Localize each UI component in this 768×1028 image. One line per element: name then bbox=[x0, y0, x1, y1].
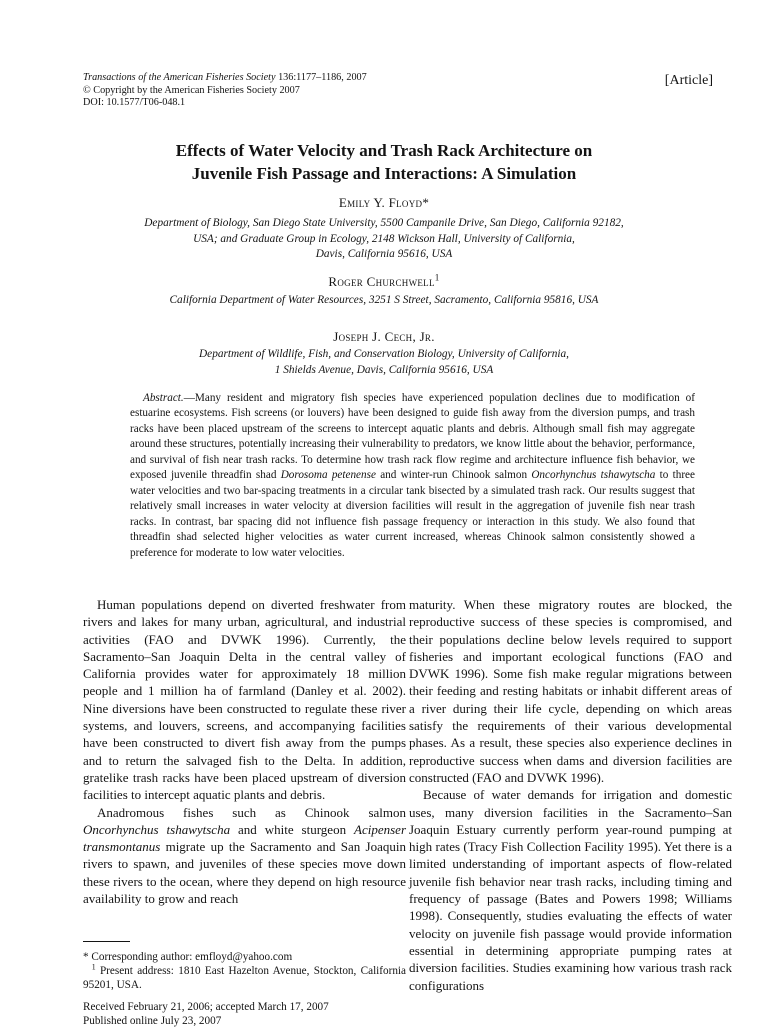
author-floyd: Emily Y. Floyd* bbox=[338, 195, 430, 210]
present-address-note: $^1$ Present address: 1810 East Hazelton Avenue, Stockton, California 95201, USA. bbox=[83, 962, 407, 991]
copyright-line: © Copyright by the American Fisheries Society 2007 bbox=[83, 84, 300, 96]
affiliation-floyd: Department of Biology, San Diego State University, 5500 Campanile Drive, San Diego, California 92182, USA; and Graduate Group in Ecology, 2148 Wickson Hall, University of California, Davis, California 95616, USA bbox=[144, 217, 624, 260]
doi-line: DOI: 10.1577/T06-048.1 bbox=[83, 97, 186, 109]
author-cech: Joseph J. Cech, Jr. bbox=[333, 329, 435, 344]
journal-volume: 136:1177–1186, 2007 bbox=[278, 72, 367, 83]
body-paragraph: maturity. When these migratory routes are blocked, the reproductive success of these species is compromised, and their populations decline below levels required to support fisheries and important ecological functions (FAO and DVWK 1996). Some fish make regular migrations between their feeding and resting habitats or inhabit different areas of a river during their life cycle, depending on which areas satisfy the requirements of their various developmental phases. As a result, these species also experience declines in reproductive success when dams and diversion facilities are constructed (FAO and DVWK 1996). bbox=[409, 597, 732, 785]
journal-name: Transactions of the American Fisheries Society bbox=[83, 72, 276, 83]
received-date: Received February 21, 2006; accepted March 17, 2007 bbox=[83, 1001, 329, 1013]
affiliation-churchwell: California Department of Water Resources, 3251 S Street, Sacramento, California 95816, USA bbox=[169, 294, 599, 306]
body-paragraph: Anadromous fishes such as Chinook salmon Oncorhynchus tshawytscha and white sturgeon Acipenser transmontanus migrate up the Sacramento and San Joaquin rivers to spawn, and juveniles of these species move down these rivers to the ocean, where they depend on high resource availability to grow and reach bbox=[83, 804, 406, 907]
body-paragraph: Human populations depend on diverted freshwater from rivers and lakes for many urban, agricultural, and industrial activities (FAO and DVWK 1996). Currently, the Sacramento–San Joaquin Delta in the central valley of California provides water for approximately 18 million people and 1 million ha of farmland (Danley et al. 2002). Nine diversions have been constructed to regulate these river systems, and louvers, screens, and accompanying facilities have been constructed to divert fish away from the pumps and to return the salvaged fish to the Delta. In addition, gratelike trash racks have been placed upstream of diversion facilities to intercept aquatic plants and debris. bbox=[83, 597, 406, 803]
paper-title: Effects of Water Velocity and Trash Rack Architecture on Juvenile Fish Passage and Interactions: A Simulation bbox=[175, 141, 593, 183]
published-date: Published online July 23, 2007 bbox=[83, 1015, 222, 1027]
footnote-divider bbox=[83, 941, 130, 942]
body-paragraph: Because of water demands for irrigation and domestic uses, many diversion facilities in the Sacramento–San Joaquin Estuary currently perform year-round pumping at high rates (Tracy Fish Collection Facility 1995). Yet there is a limited understanding of important aspects of flow-related juvenile fish behavior near trash racks, including timing and frequency of passage (Bates and Powers 1998; Williams 1998). Consequently, studies evaluating the effects of water velocity on juvenile fish passage would provide information essential in determining appropriate pumping rates at diversion facilities. Studies examining how various trash rack configurations bbox=[409, 787, 732, 993]
body-left-column bbox=[83, 596, 406, 907]
journal-header bbox=[83, 72, 367, 110]
abstract: Abstract.—Many resident and migratory fish species have experienced population declines due to modification of estuarine ecosystems. Fish screens (or louvers) have been designed to guide fish away from the diversion pumps, and trash racks have been placed upstream of the screens to intercept aquatic plants and debris. Although small fish may aggregate around these structures, potentially increasing their vulnerability to predators, we know little about the behavior, performance, and survival of fish near trash racks. To determine how trash rack flow regime and architecture influence fish behavior, we exposed juvenile threadfin shad Dorosoma petenense and winter-run Chinook salmon Oncorhynchus tshawytscha to three water velocities and two bar-spacing treatments in a circular tank bisected by a simulated trash rack. Our results suggest that relatively small increases in water velocity at diversion facilities will result in the aggregation of juvenile fish near trash racks. In contrast, bar spacing did not influence fish passage frequency or interaction in this study. We also found that threadfin shad selected higher velocities as water current increased, whereas Chinook salmon consistently showed a preference for moderate to low water velocities. bbox=[130, 392, 695, 559]
author-churchwell: Roger Churchwell$^1$ bbox=[328, 272, 440, 289]
article-type-tag: [Article] bbox=[664, 73, 713, 88]
affiliation-cech: Department of Wildlife, Fish, and Conservation Biology, University of California, 1 Shields Avenue, Davis, California 95616, USA bbox=[199, 348, 569, 376]
corresponding-author-note: * Corresponding author: emfloyd@yahoo.com bbox=[83, 951, 293, 963]
footnotes bbox=[83, 950, 406, 1028]
body-right-column bbox=[409, 596, 732, 994]
abstract-label: Abstract. bbox=[143, 392, 184, 404]
